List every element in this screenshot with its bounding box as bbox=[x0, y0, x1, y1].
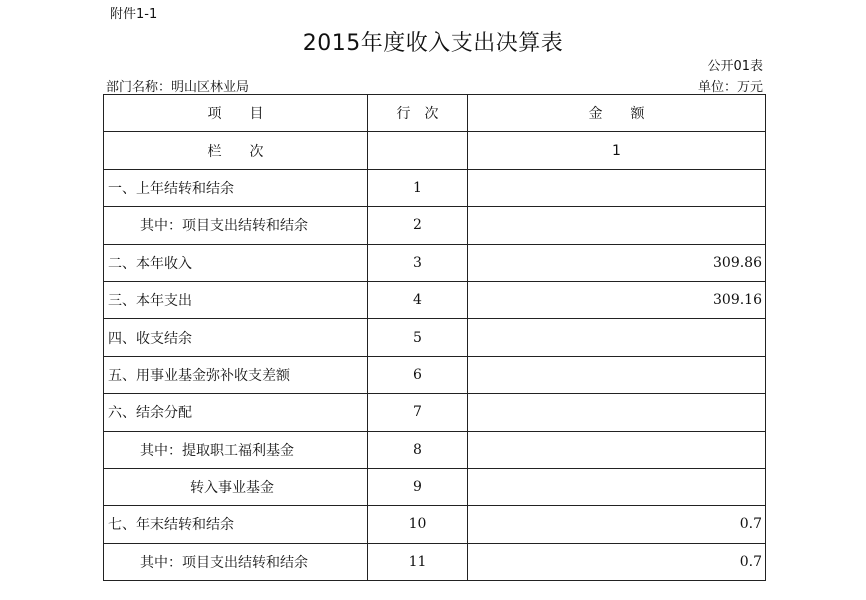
table-row bbox=[104, 169, 766, 206]
table-row bbox=[104, 506, 766, 543]
row-label: 其中：提取职工福利基金 bbox=[104, 431, 368, 468]
column-index-value: 1 bbox=[468, 132, 766, 169]
row-label: 六、结余分配 bbox=[104, 394, 368, 431]
row-label: 四、收支结余 bbox=[104, 319, 368, 356]
row-number: 11 bbox=[368, 543, 468, 580]
row-amount: 309.16 bbox=[468, 281, 766, 318]
row-amount bbox=[468, 169, 766, 206]
table-row bbox=[104, 244, 766, 281]
row-number: 2 bbox=[368, 207, 468, 244]
table-row bbox=[104, 356, 766, 393]
row-number: 5 bbox=[368, 319, 468, 356]
table-header-row bbox=[104, 95, 766, 132]
row-amount: 0.7 bbox=[468, 506, 766, 543]
table-row bbox=[104, 543, 766, 580]
row-label: 三、本年支出 bbox=[104, 281, 368, 318]
table-row bbox=[104, 319, 766, 356]
row-label: 其中：项目支出结转和结余 bbox=[104, 207, 368, 244]
row-number: 3 bbox=[368, 244, 468, 281]
department-name: 部门名称：明山区林业局 bbox=[106, 80, 250, 95]
row-number: 4 bbox=[368, 281, 468, 318]
row-amount bbox=[468, 319, 766, 356]
row-amount: 0.7 bbox=[468, 543, 766, 580]
row-label: 二、本年收入 bbox=[104, 244, 368, 281]
header-item: 项 目 bbox=[104, 95, 368, 132]
table-row bbox=[104, 431, 766, 468]
table-row bbox=[104, 468, 766, 505]
row-label: 七、年末结转和结余 bbox=[104, 506, 368, 543]
page-title: 2015年度收入支出决算表 bbox=[302, 31, 564, 56]
row-number: 10 bbox=[368, 506, 468, 543]
column-index-label: 栏 次 bbox=[104, 132, 368, 169]
column-index-row bbox=[104, 132, 766, 169]
budget-table bbox=[103, 94, 766, 581]
row-label: 转入事业基金 bbox=[104, 468, 368, 505]
row-amount: 309.86 bbox=[468, 244, 766, 281]
header-amount: 金 额 bbox=[468, 95, 766, 132]
table-row bbox=[104, 281, 766, 318]
row-number: 7 bbox=[368, 394, 468, 431]
header-row-no: 行 次 bbox=[368, 95, 468, 132]
attachment-label: 附件1-1 bbox=[110, 7, 158, 22]
unit-label: 单位：万元 bbox=[697, 80, 763, 95]
row-amount bbox=[468, 394, 766, 431]
row-label: 其中：项目支出结转和结余 bbox=[104, 543, 368, 580]
row-number: 8 bbox=[368, 431, 468, 468]
row-number: 1 bbox=[368, 169, 468, 206]
row-label: 一、上年结转和结余 bbox=[104, 169, 368, 206]
row-number: 6 bbox=[368, 356, 468, 393]
column-index-empty bbox=[368, 132, 468, 169]
row-amount bbox=[468, 207, 766, 244]
table-row bbox=[104, 207, 766, 244]
row-label: 五、用事业基金弥补收支差额 bbox=[104, 356, 368, 393]
row-number: 9 bbox=[368, 468, 468, 505]
row-amount bbox=[468, 356, 766, 393]
form-number: 公开01表 bbox=[707, 59, 763, 74]
row-amount bbox=[468, 468, 766, 505]
table-row bbox=[104, 394, 766, 431]
row-amount bbox=[468, 431, 766, 468]
